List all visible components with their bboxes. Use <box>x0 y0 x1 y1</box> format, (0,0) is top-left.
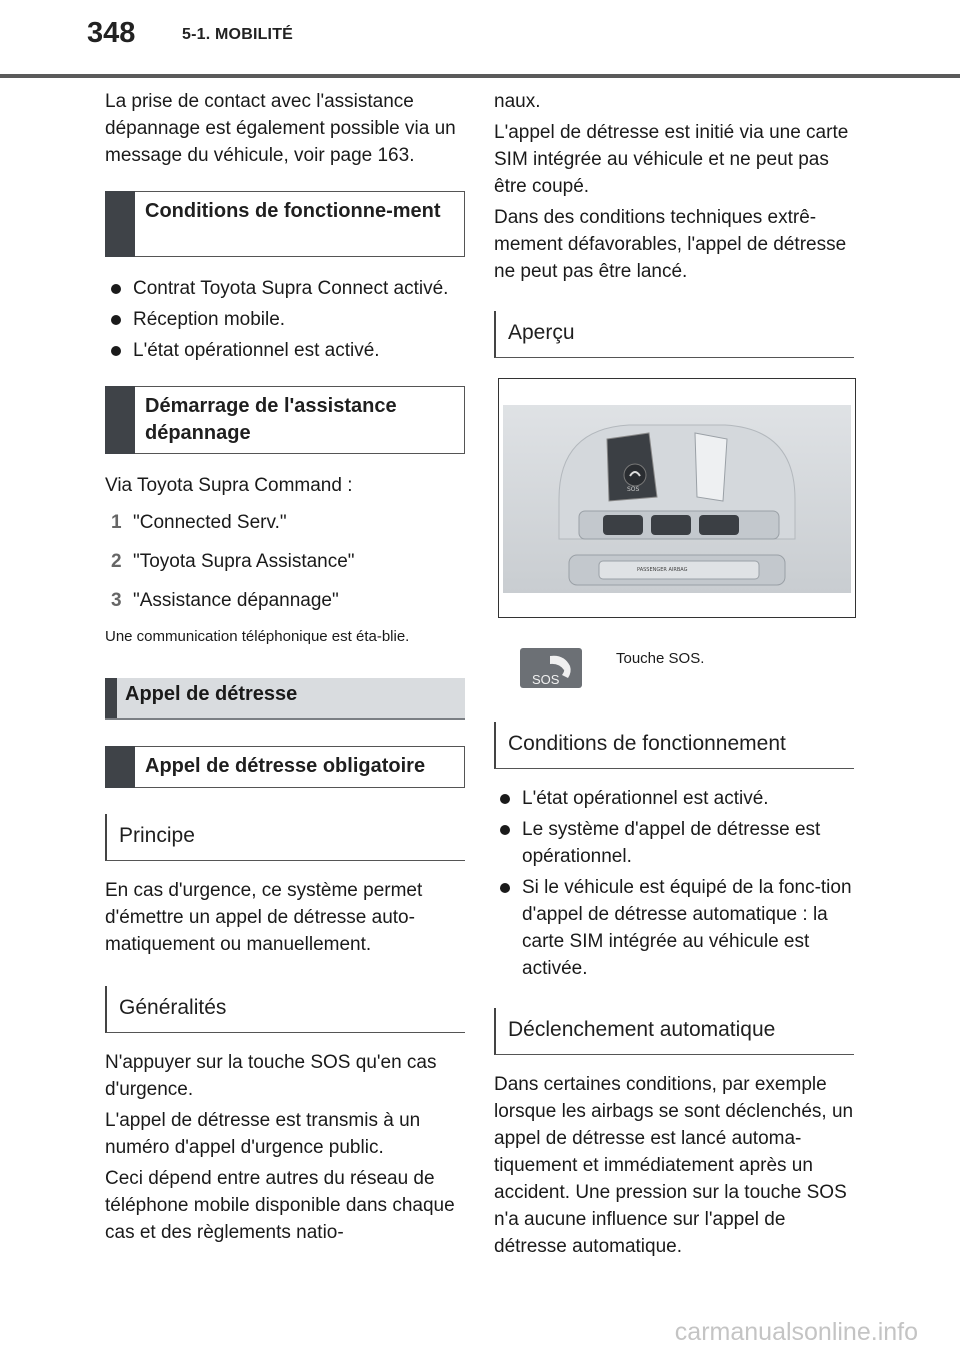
list-item: L'état opérationnel est activé. <box>105 337 465 364</box>
heading-general-text: Généralités <box>119 996 227 1019</box>
heading-overview <box>494 311 854 358</box>
list-item: Si le véhicule est équipé de la fonc-tion d'appel de détresse automatique : la carte SIM intégrée au véhicule est activée. <box>494 874 854 982</box>
passenger-airbag-label: PASSENGER AIRBAG <box>637 567 688 573</box>
principle-paragraph: En cas d'urgence, ce système permet d'émettre un appel de détresse auto-matiquement ou manuellement. <box>105 880 423 955</box>
heading-function-conditions <box>494 722 854 769</box>
step-item <box>105 587 465 614</box>
conditions-list <box>105 275 465 364</box>
step-item <box>105 548 465 575</box>
step-text: "Connected Serv." <box>133 512 287 533</box>
heading-mandatory-call-text: Appel de détresse obligatoire <box>145 755 426 777</box>
left-column <box>105 88 465 1250</box>
heading-emergency-call <box>105 678 465 720</box>
sos-icon-text: SOS <box>532 672 560 687</box>
step-number: 2 <box>111 551 122 572</box>
list-item: Le système d'appel de détresse est opérationnel. <box>494 816 854 870</box>
heading-emergency-call-text: Appel de détresse <box>125 683 298 705</box>
heading-start-assistance-text: Démarrage de l'assistance dépannage <box>145 395 397 444</box>
list-item: L'état opérationnel est activé. <box>494 785 854 812</box>
heading-conditions <box>105 191 465 257</box>
heading-auto-trigger-text: Déclenchement automatique <box>508 1018 776 1041</box>
sos-panel-illustration <box>498 378 856 618</box>
heading-general <box>105 986 465 1033</box>
heading-conditions-text: Conditions de fonctionne-ment <box>145 200 441 222</box>
heading-principle <box>105 814 465 861</box>
communication-note: Une communication téléphonique est éta-blie. <box>105 628 410 645</box>
list-item: Réception mobile. <box>105 306 465 333</box>
page-number: 348 <box>87 17 136 49</box>
heading-auto-trigger <box>494 1008 854 1055</box>
heading-mandatory-call <box>105 746 465 788</box>
page-header <box>0 0 960 80</box>
steps-list <box>105 509 465 614</box>
step-text: "Toyota Supra Assistance" <box>133 551 355 572</box>
step-number: 1 <box>111 512 122 533</box>
sim-paragraph: L'appel de détresse est initié via une carte SIM intégrée au véhicule et ne peut pas être coupé. <box>494 122 849 197</box>
right-column <box>494 88 854 1264</box>
sos-caption: Touche SOS. <box>616 650 705 667</box>
list-item: Contrat Toyota Supra Connect activé. <box>105 275 465 302</box>
section-label: 5-1. MOBILITÉ <box>182 26 294 43</box>
sos-legend <box>494 642 854 702</box>
intro-paragraph: La prise de contact avec l'assistance dépannage est également possible via un message du véhicule, voir page 163. <box>105 91 456 166</box>
step-number: 3 <box>111 590 122 611</box>
heading-principle-text: Principe <box>119 824 195 847</box>
sos-phone-icon <box>520 648 582 688</box>
heading-overview-text: Aperçu <box>508 321 575 344</box>
function-conditions-list <box>494 785 854 982</box>
sos-label: SOS <box>627 486 640 493</box>
heading-function-conditions-text: Conditions de fonctionnement <box>508 732 786 755</box>
general-paragraph-3: Ceci dépend entre autres du réseau de téléphone mobile disponible dans chaque cas et des règlements natio- <box>105 1168 455 1243</box>
via-command: Via Toyota Supra Command : <box>105 475 353 496</box>
step-item <box>105 509 465 536</box>
auto-trigger-paragraph: Dans certaines conditions, par exemple lorsque les airbags se sont déclenchés, un appel de détresse est lancé automa-tiquement et immédiatement après un accident. Une pression sur la touche SOS n'a aucune influence sur l'appel de détresse automatique. <box>494 1074 854 1257</box>
general-paragraph-2: L'appel de détresse est transmis à un numéro d'appel d'urgence public. <box>105 1110 421 1158</box>
general-paragraph-1: N'appuyer sur la touche SOS qu'en cas d'urgence. <box>105 1052 437 1100</box>
header-rule <box>0 74 960 78</box>
overhead-console-drawing <box>499 379 855 617</box>
phone-handset-icon <box>520 648 582 688</box>
conditions-paragraph: Dans des conditions techniques extrê-mement défavorables, l'appel de détresse ne peut pas être lancé. <box>494 207 847 282</box>
watermark: carmanualsonline.info <box>674 1318 918 1346</box>
heading-start-assistance <box>105 386 465 454</box>
step-text: "Assistance dépannage" <box>133 590 339 611</box>
continued-text: naux. <box>494 91 541 112</box>
